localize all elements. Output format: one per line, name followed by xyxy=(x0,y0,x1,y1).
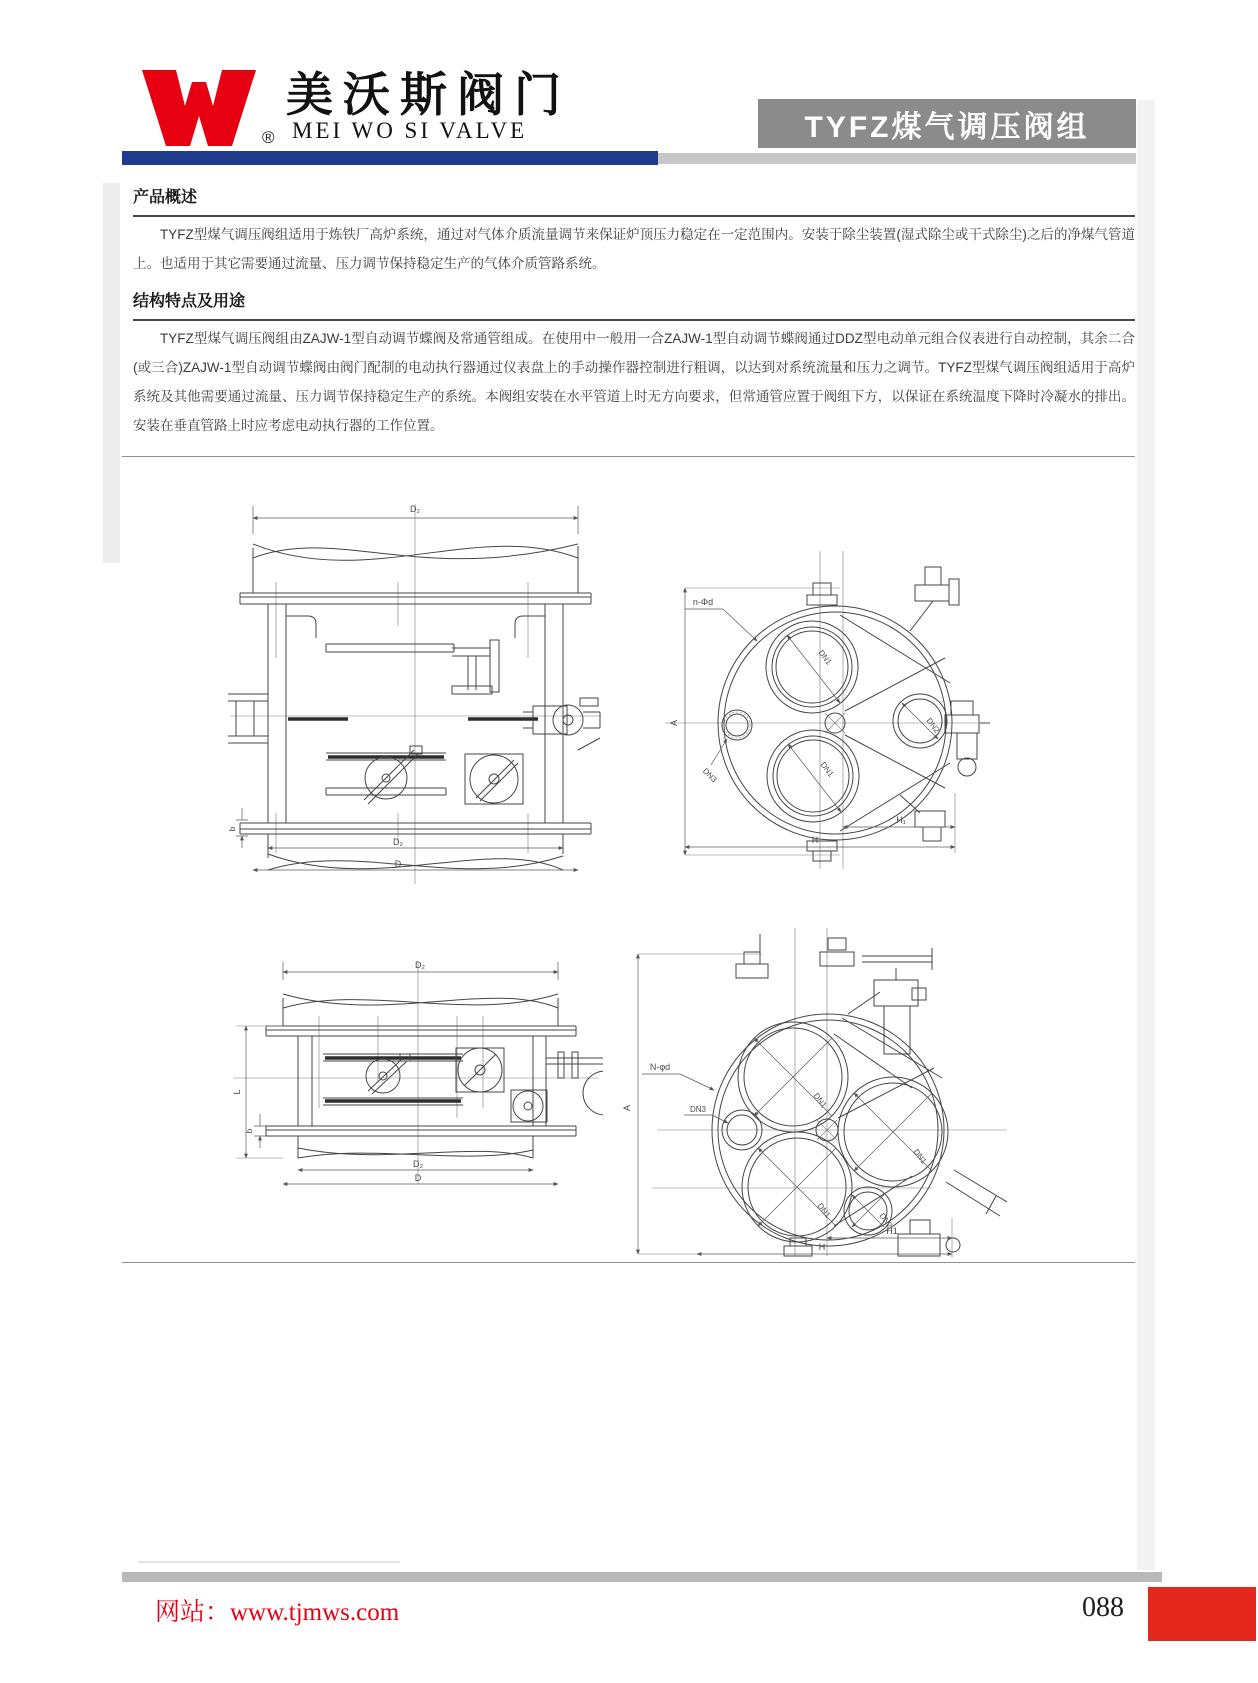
actuator-top-right xyxy=(848,968,926,1054)
port-dn1-upper xyxy=(738,1022,848,1132)
port-label-dn3: DN3 xyxy=(700,766,719,785)
port-label-dn2: DN2 xyxy=(924,716,942,735)
pipe-stub-right xyxy=(946,1170,1007,1216)
header-gray-rule xyxy=(658,153,1136,164)
port-label-dn1-right: DN1 xyxy=(911,1147,929,1166)
registered-mark: ® xyxy=(262,128,275,147)
flange-bottom xyxy=(266,1126,576,1136)
handwheel-left xyxy=(366,1054,410,1094)
actuator-center xyxy=(456,1048,504,1092)
centerlines xyxy=(649,928,1007,1256)
dim-label-b: b xyxy=(228,826,237,832)
dim-label-h1: H1 xyxy=(886,1226,898,1236)
dim-label-d2-bottom: D₂ xyxy=(393,837,403,847)
section-title-overview: 产品概述 xyxy=(133,184,1135,217)
actuator-mid-right xyxy=(523,698,600,750)
flange-bottom xyxy=(240,823,591,834)
port-dn1-right xyxy=(838,1077,948,1187)
dimension-d2-top xyxy=(253,504,578,534)
pipe-break-bottom xyxy=(298,1136,533,1158)
actuator-lower-right xyxy=(465,754,523,804)
bolt-circle-callout xyxy=(642,1062,714,1090)
bolt-circle-callout xyxy=(685,597,757,641)
dim-label-a: A xyxy=(622,1104,632,1112)
port-dn2 xyxy=(893,694,947,748)
dimension-l xyxy=(232,1026,283,1158)
port-label-dn2: DN2 xyxy=(877,1211,895,1230)
port-dn1-upper xyxy=(766,621,858,713)
bolt-circle-label: N-φd xyxy=(649,1062,671,1072)
actuator-bottom-right xyxy=(900,795,945,841)
content-divider-top xyxy=(122,456,1135,457)
flange-top xyxy=(240,593,591,604)
pipe-break-top xyxy=(253,544,578,593)
footer-faint-rule xyxy=(138,1561,400,1563)
bolt-circle-label: n-Φd xyxy=(692,597,714,607)
port-dn1-lower xyxy=(767,730,859,822)
company-logo-icon xyxy=(138,60,260,156)
product-series-banner: TYFZ煤气调压阀组 xyxy=(758,99,1136,148)
technical-drawing-face-view-top xyxy=(615,543,990,873)
technical-drawing-face-view-bottom xyxy=(612,918,1007,1258)
dim-label-l: L xyxy=(232,1089,242,1095)
footer-red-block xyxy=(1148,1587,1256,1641)
port-label-dn1-lower: DN1 xyxy=(815,1201,833,1220)
dim-label-b: b xyxy=(245,1128,254,1134)
technical-drawing-side-view-top xyxy=(228,498,603,888)
footer-website: 网站：www.tjmws.com xyxy=(155,1599,400,1626)
section-title-features: 结构特点及用途 xyxy=(133,288,1135,321)
dimension-b xyxy=(228,808,248,848)
company-name-zh: 美沃斯阀门 xyxy=(286,70,571,122)
dim-label-d2-top: D₂ xyxy=(415,960,425,970)
valve-body xyxy=(268,604,563,823)
port-label-dn1-upper: DN1 xyxy=(816,648,834,667)
scan-edge-right xyxy=(1137,100,1155,1570)
seat-bars xyxy=(325,1058,461,1101)
dimension-d2-top xyxy=(283,960,558,980)
dim-label-d-bottom: D xyxy=(394,859,402,869)
scan-edge-left xyxy=(103,183,120,563)
flange-top xyxy=(266,1026,576,1036)
section-body-overview: TYFZ型煤气调压阀组适用于炼铁厂高炉系统，通过对气体介质流量调节来保证炉顶压力稳定在一定范围内。安装于除尘装置(湿式除尘或干式除尘)之后的净煤气管道上。也适用于其它需要通过流量、压力调节保持稳定生产的气体介质管路系统。 xyxy=(133,227,1135,271)
dim-label-h: H xyxy=(818,1242,826,1252)
pipe-break-bottom xyxy=(268,834,563,870)
dimension-b xyxy=(245,1114,266,1148)
dimension-a xyxy=(669,588,840,855)
actuator-right xyxy=(511,1090,547,1122)
section-body-features: TYFZ型煤气调压阀组由ZAJW-1型自动调节蝶阀及常通管组成。在使用中一般用一合ZAJW-1型自动调节蝶阀通过DDZ型电动单元组合仪表进行自动控制，其余二合(或三合)ZAJW-1型自动调节蝶阀由阀门配制的电动执行器通过仪表盘上的手动操作器控制进行粗调，以达到对系统流量和压力之调节。TYFZ型煤气调压阀组适用于高炉系统及其他需要通过流量、压力调节保持稳定生产的系统。本阀组安装在水平管道上时无方向要求，但常通管应置于阀组下方，以保证在系统温度下降时冷凝水的排出。安装在垂直管路上时应考虑电动执行器的工作位置。 xyxy=(133,331,1135,433)
content-divider-bottom xyxy=(122,1262,1135,1263)
dim-label-h: H xyxy=(811,835,819,845)
page-number: 088 xyxy=(1082,1592,1124,1623)
port-dn3 xyxy=(684,1105,762,1150)
actuator-top-right xyxy=(910,567,959,631)
valve-body xyxy=(298,1036,546,1126)
dimension-a xyxy=(622,954,762,1254)
dim-label-a: A xyxy=(669,719,679,727)
left-pipe-stub xyxy=(228,694,268,743)
header-blue-rule xyxy=(122,151,658,165)
port-label-dn1-upper: DN1 xyxy=(811,1091,829,1110)
port-label-dn3: DN3 xyxy=(689,1105,707,1114)
technical-drawing-side-view-bottom xyxy=(228,958,603,1188)
company-name-en: MEI WO SI VALVE xyxy=(292,118,528,143)
right-pipe-stub xyxy=(546,1052,603,1115)
port-label-dn1-lower: DN1 xyxy=(818,760,836,779)
hardware-top xyxy=(736,934,932,978)
dim-label-d2-bottom: D₂ xyxy=(413,1159,423,1169)
dim-label-d-bottom: D xyxy=(414,1173,422,1183)
dimension-d2-d-bottom xyxy=(283,1159,558,1184)
footer-gray-bar xyxy=(122,1572,1162,1582)
dim-label-d2-top: D₂ xyxy=(410,504,420,514)
dimension-h1 xyxy=(843,793,955,833)
pipe-break-top xyxy=(283,994,558,1026)
flange-tabs xyxy=(807,583,837,861)
dim-label-h1: H₁ xyxy=(896,815,906,825)
